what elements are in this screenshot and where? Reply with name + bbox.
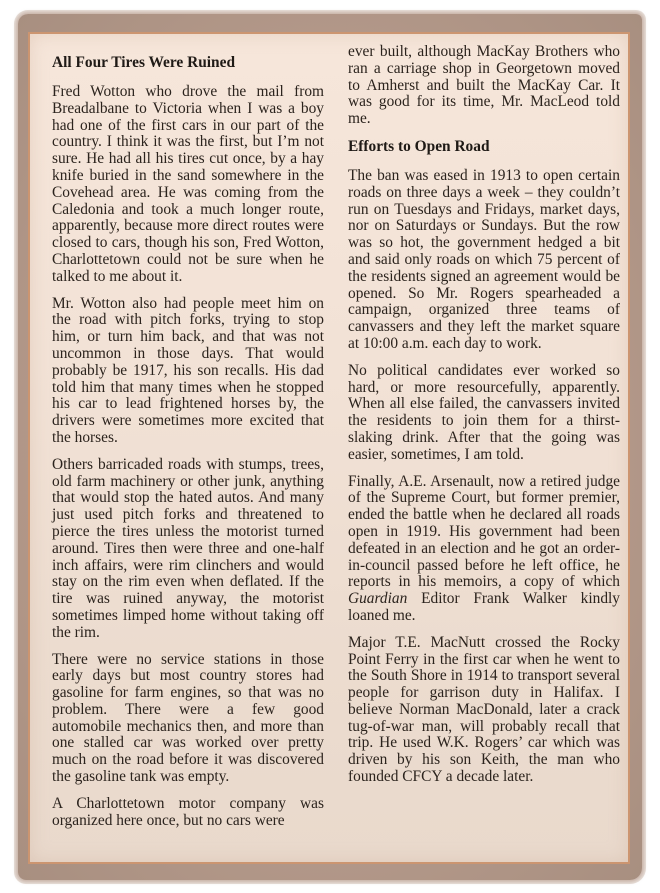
section-heading-open-road: Efforts to Open Road xyxy=(348,137,490,155)
paragraph: Major T.E. MacNutt crossed the Rocky Point Ferry in the first car when he went to the South Shore in 1914 to transport several people for garrison duty in Halifax. I believe Norman MacDonald, later a crack tug-of-war man, will probably recall that trip. He used W.K. Rogers’ car which was driven by his son Keith, the man who founded CFCY a decade later. xyxy=(348,633,620,786)
paragraph-arsenault xyxy=(348,474,620,625)
paragraph: There were no service stations in those early days but most country stores had gasoline for farm engines, so that was no problem. There were a few good automobile mechanics then, and more than one stalled car was worked over pretty much on the road before it was discovered the gasoline tank was empty. xyxy=(52,650,324,786)
paragraph: Fred Wotton who drove the mail from Breadalbane to Victoria when I was a boy had one of the first cars in our part of the country. I think it was the first, but I’m not sure. He had all his tires cut once, by a hay knife buried in the sand somewhere in the Covehead area. He was coming from the Caledonia and took a much longer route, apparently, because more direct routes were closed to cars, though his son, Fred Wotton, Charlottetown could not be sure when he talked to me about it. xyxy=(52,83,324,285)
article-page xyxy=(28,32,630,864)
paragraph: The ban was eased in 1913 to open certain roads on three days a week – they couldn’t run on Tuesdays and Fridays, market days, nor on Saturdays or Sundays. But the row was so hot, the government hedged a bit and said only roads on which 75 percent of the residents signed an agreement would be opened. So Mr. Rogers spearheaded a campaign, organized three teams of canvassers and they left the market square at 10:00 a.m. each day to work. xyxy=(348,166,620,352)
text-span: Editor Frank Walker kindly loaned me. xyxy=(348,590,620,624)
paragraph: No political candidates ever worked so hard, or more resourcefully, apparently. When all else failed, the canvassers invited the residents to join them for a thirst-slaking drink. After that the going was easier, sometimes, I am told. xyxy=(348,361,620,463)
left-column xyxy=(52,46,324,839)
publication-name: Guardian xyxy=(348,590,408,608)
section-heading-tires: All Four Tires Were Ruined xyxy=(52,54,236,71)
paragraph: Mr. Wotton also had people meet him on the road with pitch forks, trying to stop him, or turn him back, and that was not uncommon in those days. That would probably be 1917, his son recalls. His dad told him that many times when he stopped his car to lead frightened horses by, the drivers were sometimes more excited that the horses. xyxy=(52,294,324,446)
paragraph-continuation: ever built, although MacKay Brothers who ran a carriage shop in Georgetown moved to Amherst and built the MacKay Car. It was good for its time, Mr. MacLeod told me. xyxy=(348,43,620,128)
paragraph: A Charlottetown motor company was organized here once, but no cars were xyxy=(52,794,324,829)
paragraph: Others barricaded roads with stumps, trees, old farm machinery or other junk, anything that would stop the hated autos. And many just used pitch forks and threatened to pierce the tires unless the motorist turned around. Tires then were three and one-half inch affairs, were rim clinchers and would stay on the rim even when deflated. If the tire was ruined anyway, the motorist sometimes limped home without taking off the rim. xyxy=(52,455,324,641)
text-span: Finally, A.E. Arsenault, now a retired judge of the Supreme Court, but former premier, ended the battle when he declared all roads open in 1919. His government had been defeated in an election and he got an order-in-council passed before he left office, he reports in his memoirs, a copy of which xyxy=(348,472,620,591)
right-column xyxy=(348,44,620,796)
